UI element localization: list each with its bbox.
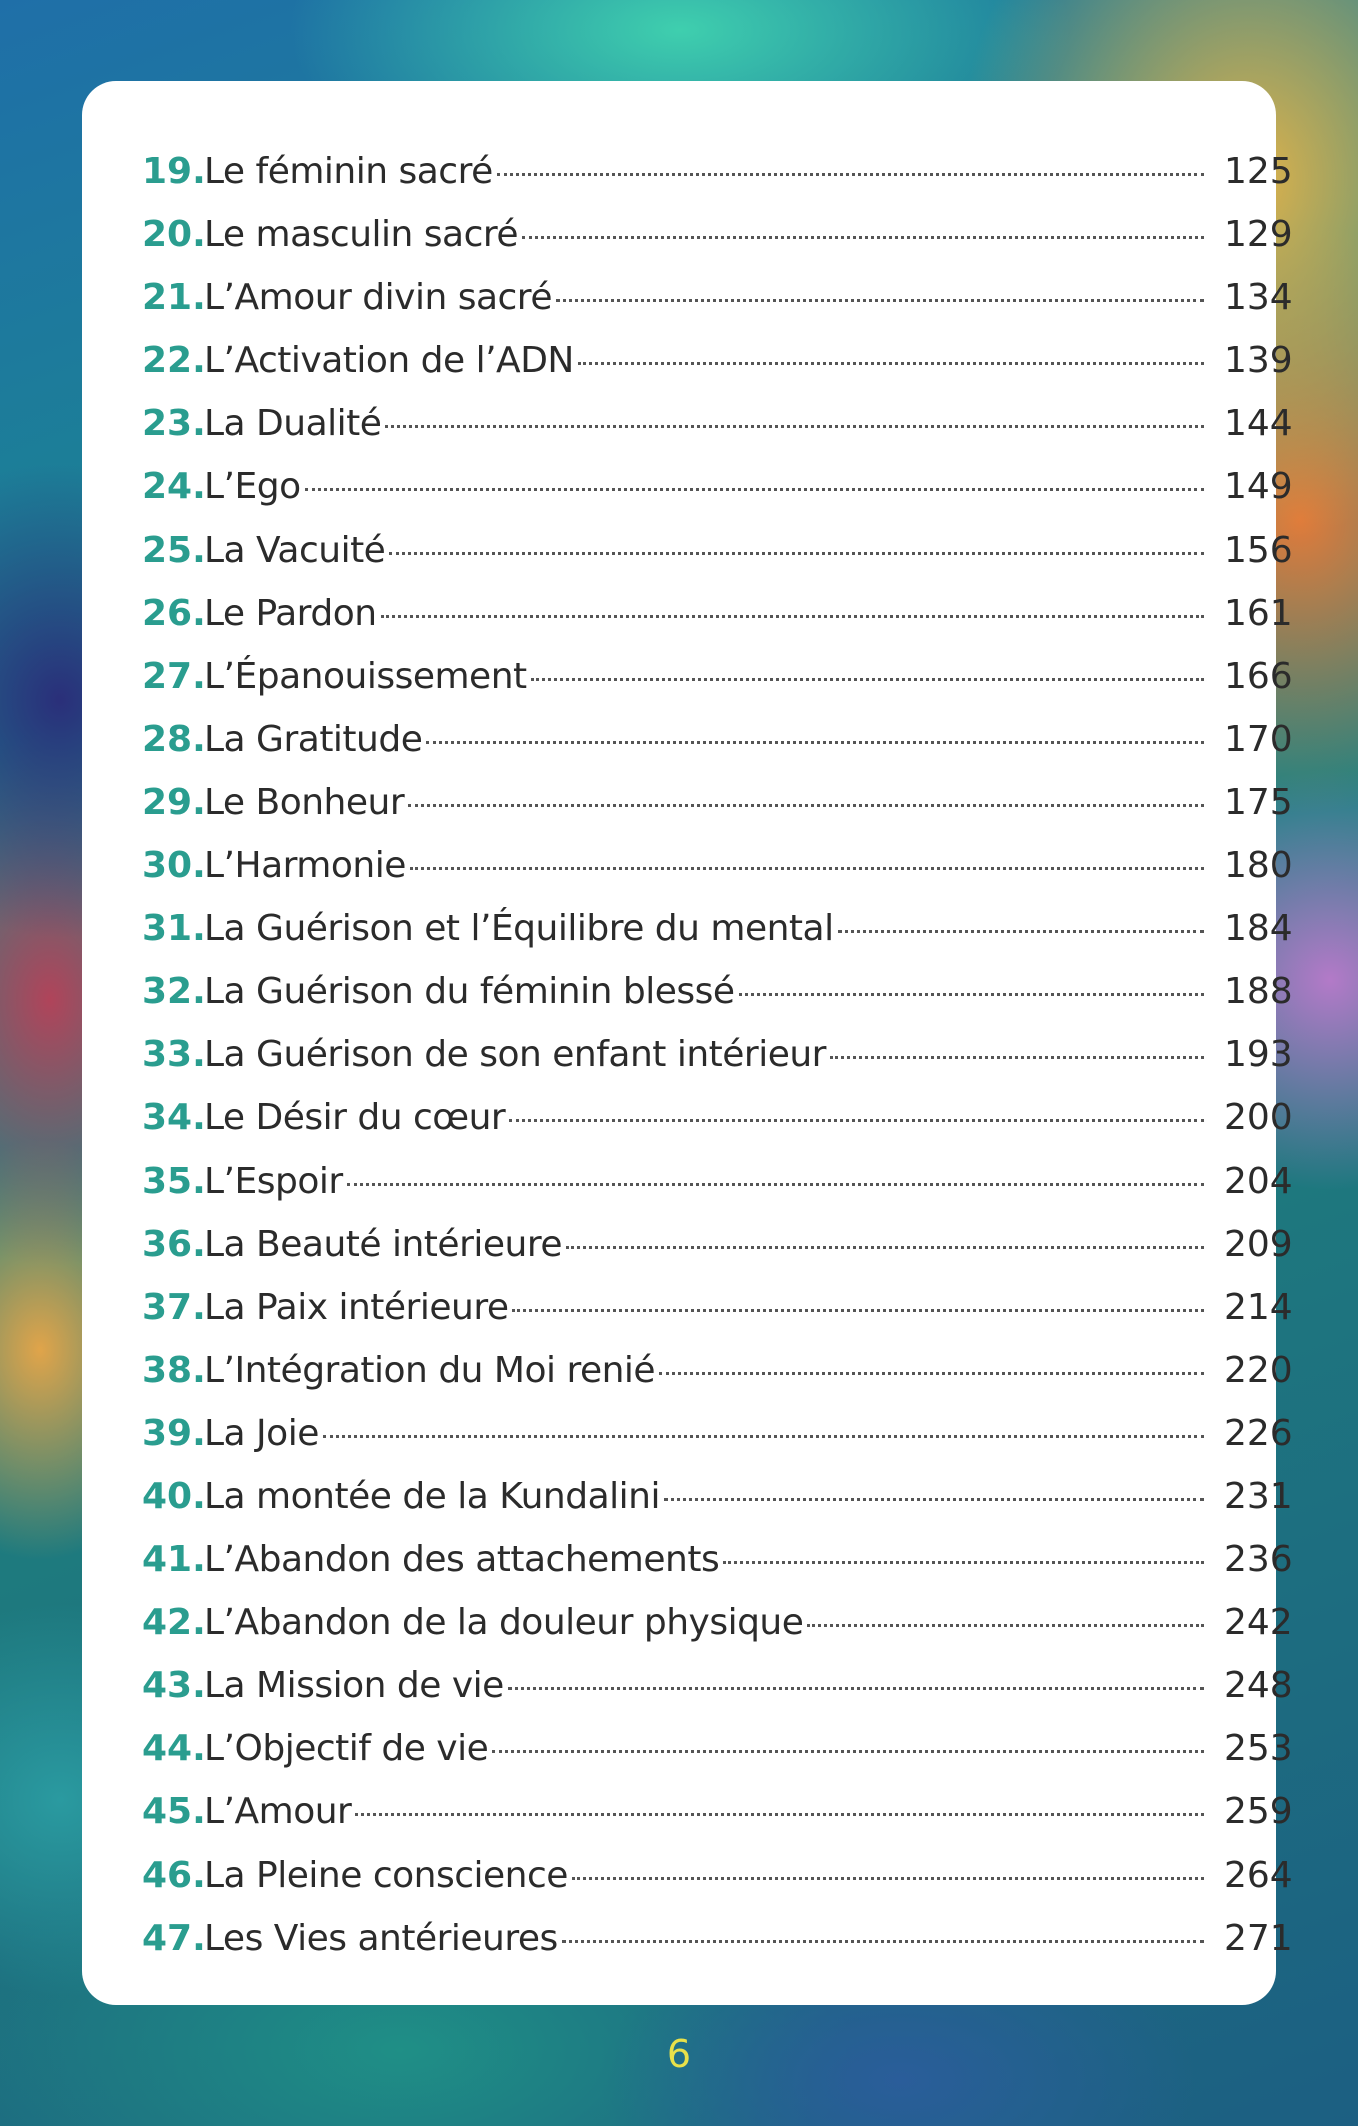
entry-title: L’Ego xyxy=(204,466,301,508)
dot-leader xyxy=(578,362,1204,365)
dot-leader xyxy=(522,236,1204,239)
entry-title: La Vacuité xyxy=(204,529,386,571)
entry-title: Le masculin sacré xyxy=(204,214,519,256)
entry-page: 226 xyxy=(1224,1412,1293,1454)
page-number: 6 xyxy=(666,2032,692,2076)
entry-page: 259 xyxy=(1224,1791,1293,1833)
dot-leader xyxy=(512,1309,1204,1312)
toc-entry xyxy=(142,1349,1293,1413)
entry-title: La Beauté intérieure xyxy=(204,1223,562,1265)
entry-page: 161 xyxy=(1224,592,1293,634)
entry-page: 242 xyxy=(1224,1602,1293,1644)
entry-title: La Mission de vie xyxy=(204,1665,504,1707)
entry-title: La montée de la Kundalini xyxy=(204,1475,660,1517)
dot-leader xyxy=(556,299,1204,302)
toc-entry xyxy=(142,845,1293,908)
entry-number: 20. xyxy=(142,214,206,256)
entry-number: 31. xyxy=(142,908,206,950)
toc-entry xyxy=(142,718,1293,782)
entry-page: 125 xyxy=(1224,151,1293,192)
entry-page: 231 xyxy=(1224,1475,1293,1517)
toc-entry xyxy=(142,971,1293,1034)
entry-page: 214 xyxy=(1224,1286,1293,1328)
entry-number: 41. xyxy=(142,1539,206,1581)
entry-title: L’Abandon des attachements xyxy=(204,1539,720,1581)
entry-title: L’Intégration du Moi renié xyxy=(204,1349,656,1391)
table-of-contents xyxy=(142,151,1293,1981)
dot-leader xyxy=(389,552,1204,555)
entry-page: 200 xyxy=(1224,1097,1293,1139)
toc-entry xyxy=(142,529,1293,593)
entry-page: 193 xyxy=(1224,1034,1293,1076)
entry-page: 204 xyxy=(1224,1160,1293,1202)
entry-number: 38. xyxy=(142,1349,206,1391)
entry-title: Le féminin sacré xyxy=(204,151,493,192)
dot-leader xyxy=(739,993,1204,996)
entry-number: 29. xyxy=(142,781,206,823)
toc-entry xyxy=(142,214,1293,277)
entry-title: L’Amour divin sacré xyxy=(204,277,552,319)
entry-number: 46. xyxy=(142,1854,206,1896)
entry-title: La Guérison du féminin blessé xyxy=(204,971,735,1013)
toc-entry xyxy=(142,151,1293,214)
dot-leader xyxy=(562,1940,1204,1943)
entry-title: L’Épanouissement xyxy=(204,655,527,697)
entry-page: 175 xyxy=(1224,781,1293,823)
toc-entry xyxy=(142,1728,1293,1791)
entry-page: 271 xyxy=(1224,1917,1293,1959)
entry-number: 28. xyxy=(142,718,206,760)
dot-leader xyxy=(509,1119,1204,1122)
toc-entry xyxy=(142,1791,1293,1854)
entry-page: 236 xyxy=(1224,1539,1293,1581)
toc-entry xyxy=(142,1412,1293,1476)
entry-number: 37. xyxy=(142,1286,206,1328)
dot-leader xyxy=(566,1246,1204,1249)
dot-leader xyxy=(508,1687,1204,1690)
entry-number: 44. xyxy=(142,1728,206,1770)
entry-page: 134 xyxy=(1224,277,1293,319)
dot-leader xyxy=(355,1813,1204,1816)
entry-title: L’Harmonie xyxy=(204,845,406,887)
entry-title: Le Désir du cœur xyxy=(204,1097,506,1139)
dot-leader xyxy=(531,678,1204,681)
toc-entry xyxy=(142,1917,1293,1981)
entry-number: 40. xyxy=(142,1475,206,1517)
entry-number: 27. xyxy=(142,655,206,697)
toc-entry xyxy=(142,1475,1293,1539)
entry-page: 180 xyxy=(1224,845,1293,887)
dot-leader xyxy=(347,1183,1204,1186)
entry-page: 248 xyxy=(1224,1665,1293,1707)
entry-title: Le Bonheur xyxy=(204,781,405,823)
toc-entry xyxy=(142,908,1293,971)
entry-number: 36. xyxy=(142,1223,206,1265)
entry-title: L’Activation de l’ADN xyxy=(204,340,574,382)
entry-number: 19. xyxy=(142,151,206,192)
toc-entry xyxy=(142,655,1293,719)
toc-entry xyxy=(142,592,1293,656)
entry-page: 264 xyxy=(1224,1854,1293,1896)
dot-leader xyxy=(492,1750,1204,1753)
toc-entry xyxy=(142,781,1293,845)
toc-entry xyxy=(142,1097,1293,1160)
dot-leader xyxy=(426,741,1204,744)
entry-page: 220 xyxy=(1224,1349,1293,1391)
entry-number: 42. xyxy=(142,1602,206,1644)
dot-leader xyxy=(408,804,1204,807)
entry-number: 43. xyxy=(142,1665,206,1707)
dot-leader xyxy=(497,173,1204,176)
entry-title: L’Objectif de vie xyxy=(204,1728,489,1770)
entry-number: 33. xyxy=(142,1034,206,1076)
entry-title: L’Amour xyxy=(204,1791,352,1833)
entry-title: La Paix intérieure xyxy=(204,1286,509,1328)
dot-leader xyxy=(410,867,1204,870)
entry-page: 209 xyxy=(1224,1223,1293,1265)
dot-leader xyxy=(305,488,1204,491)
dot-leader xyxy=(659,1372,1204,1375)
entry-number: 35. xyxy=(142,1160,206,1202)
entry-number: 45. xyxy=(142,1791,206,1833)
entry-page: 139 xyxy=(1224,340,1293,382)
toc-entry xyxy=(142,1223,1293,1287)
toc-entry xyxy=(142,1034,1293,1097)
entry-number: 21. xyxy=(142,277,206,319)
toc-entry xyxy=(142,1160,1293,1224)
toc-entry xyxy=(142,1602,1293,1665)
toc-entry xyxy=(142,1854,1293,1918)
entry-number: 22. xyxy=(142,340,206,382)
entry-number: 34. xyxy=(142,1097,206,1139)
dot-leader xyxy=(385,425,1204,428)
entry-number: 23. xyxy=(142,403,206,445)
dot-leader xyxy=(664,1498,1204,1501)
toc-entry xyxy=(142,340,1293,403)
dot-leader xyxy=(838,930,1204,933)
entry-number: 32. xyxy=(142,971,206,1013)
toc-entry xyxy=(142,403,1293,466)
entry-page: 166 xyxy=(1224,655,1293,697)
entry-number: 24. xyxy=(142,466,206,508)
entry-title: La Dualité xyxy=(204,403,382,445)
entry-number: 47. xyxy=(142,1917,206,1959)
entry-title: L’Espoir xyxy=(204,1160,343,1202)
entry-title: La Gratitude xyxy=(204,718,423,760)
entry-title: La Guérison de son enfant intérieur xyxy=(204,1034,826,1076)
dot-leader xyxy=(723,1561,1204,1564)
toc-card xyxy=(82,81,1293,2005)
entry-title: Les Vies antérieures xyxy=(204,1917,558,1959)
entry-page: 170 xyxy=(1224,718,1293,760)
dot-leader xyxy=(381,615,1204,618)
entry-number: 30. xyxy=(142,845,206,887)
entry-title: La Joie xyxy=(204,1412,319,1454)
toc-entry xyxy=(142,277,1293,340)
entry-number: 39. xyxy=(142,1412,206,1454)
dot-leader xyxy=(572,1877,1204,1880)
toc-entry xyxy=(142,466,1293,529)
entry-number: 26. xyxy=(142,592,206,634)
entry-page: 144 xyxy=(1224,403,1293,445)
entry-number: 25. xyxy=(142,529,206,571)
toc-entry xyxy=(142,1539,1293,1602)
entry-title: L’Abandon de la douleur physique xyxy=(204,1602,804,1644)
toc-entry xyxy=(142,1286,1293,1350)
entry-page: 184 xyxy=(1224,908,1293,950)
entry-title: La Guérison et l’Équilibre du mental xyxy=(204,908,834,950)
toc-entry xyxy=(142,1665,1293,1728)
entry-title: La Pleine conscience xyxy=(204,1854,568,1896)
dot-leader xyxy=(830,1056,1204,1059)
dot-leader xyxy=(323,1435,1204,1438)
entry-page: 149 xyxy=(1224,466,1293,508)
entry-page: 156 xyxy=(1224,529,1293,571)
dot-leader xyxy=(807,1624,1204,1627)
entry-page: 129 xyxy=(1224,214,1293,256)
entry-title: Le Pardon xyxy=(204,592,377,634)
entry-page: 253 xyxy=(1224,1728,1293,1770)
entry-page: 188 xyxy=(1224,971,1293,1013)
